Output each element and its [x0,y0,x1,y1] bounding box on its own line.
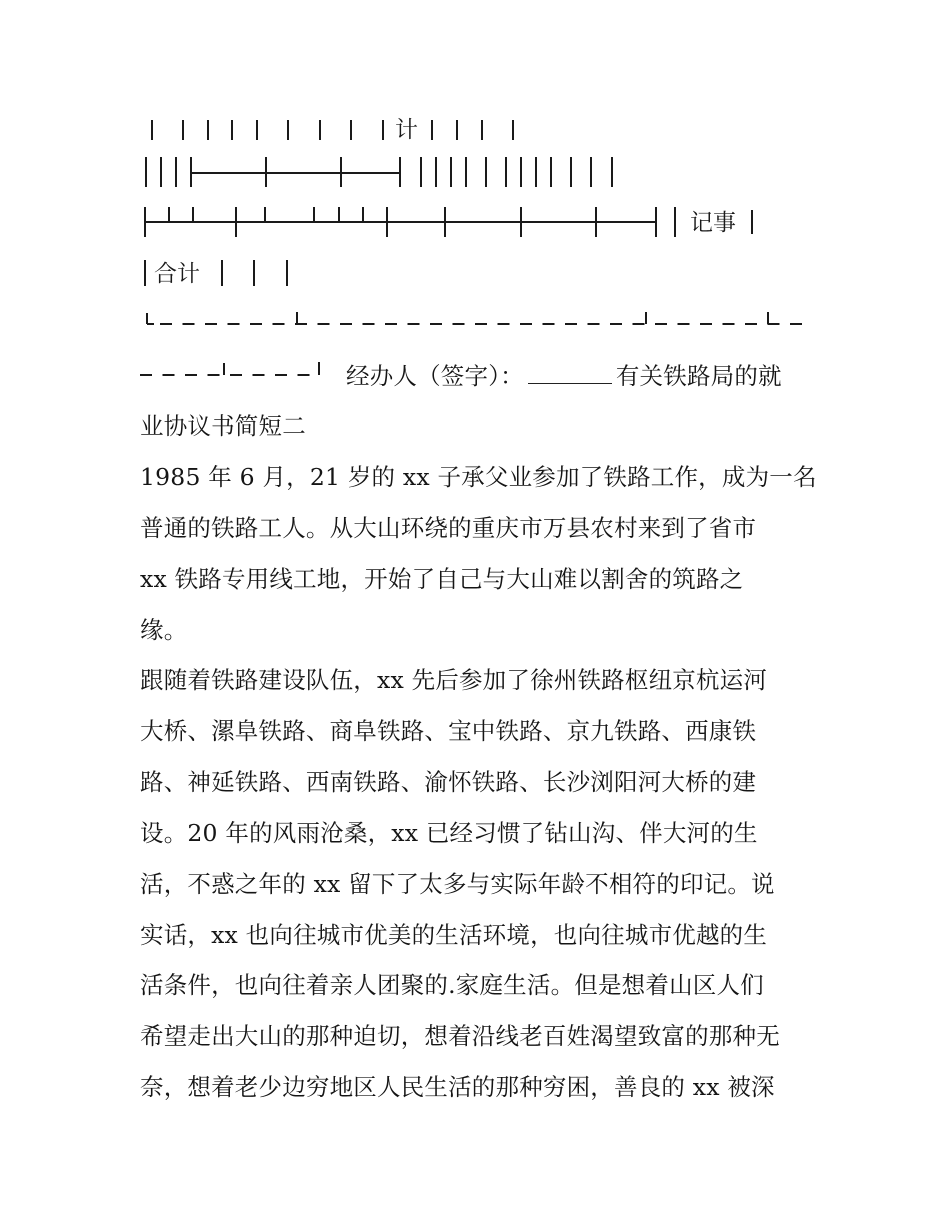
signature-blank[interactable] [528,361,612,384]
paragraph-1-line-3: xx 铁路专用线工地，开始了自己与大山难以割舍的筑路之 [140,565,744,593]
table-label-jishi: 记事 [690,210,736,236]
paragraph-2-line-8: 希望走出大山的那种迫切，想着沿线老百姓渴望致富的那种无 [140,1022,780,1050]
title-continuation: 业协议书简短二 [140,412,306,440]
signature-trailing-text: 有关铁路局的就 [615,362,782,390]
table-label-heji: 合计 [154,261,200,287]
paragraph-1-line-2: 普通的铁路工人。从大山环绕的重庆市万县农村来到了省市 [140,514,757,542]
table-fragment-rules [0,0,950,400]
paragraph-2-line-1: 跟随着铁路建设队伍，xx 先后参加了徐州铁路枢纽京杭运河 [140,666,768,694]
paragraph-2-line-9: 奈，想着老少边穷地区人民生活的那种穷困，善良的 xx 被深 [140,1073,775,1101]
paragraph-2-line-3: 路、神延铁路、西南铁路、渝怀铁路、长沙浏阳河大桥的建 [140,768,757,796]
paragraph-2-line-7: 活条件，也向往着亲人团聚的.家庭生活。但是想着山区人们 [140,971,764,999]
paragraph-2-line-4: 设。20 年的风雨沧桑，xx 已经习惯了钻山沟、伴大河的生 [140,819,758,847]
signature-line [346,361,782,391]
paragraph-1-line-1: 1985 年 6 月，21 岁的 xx 子承父业参加了铁路工作，成为一名 [140,463,817,491]
paragraph-2-line-6: 实话，xx 也向往城市优美的生活环境，也向往城市优越的生 [140,921,768,949]
table-label-ji: 计 [395,117,418,143]
paragraph-2-line-5: 活，不惑之年的 xx 留下了太多与实际年龄不相符的印记。说 [140,870,775,898]
paragraph-1-line-4: 缘。 [140,616,188,644]
paragraph-2-line-2: 大桥、漯阜铁路、商阜铁路、宝中铁路、京九铁路、西康铁 [140,717,757,745]
signature-label: 经办人（签字）： [346,362,524,390]
